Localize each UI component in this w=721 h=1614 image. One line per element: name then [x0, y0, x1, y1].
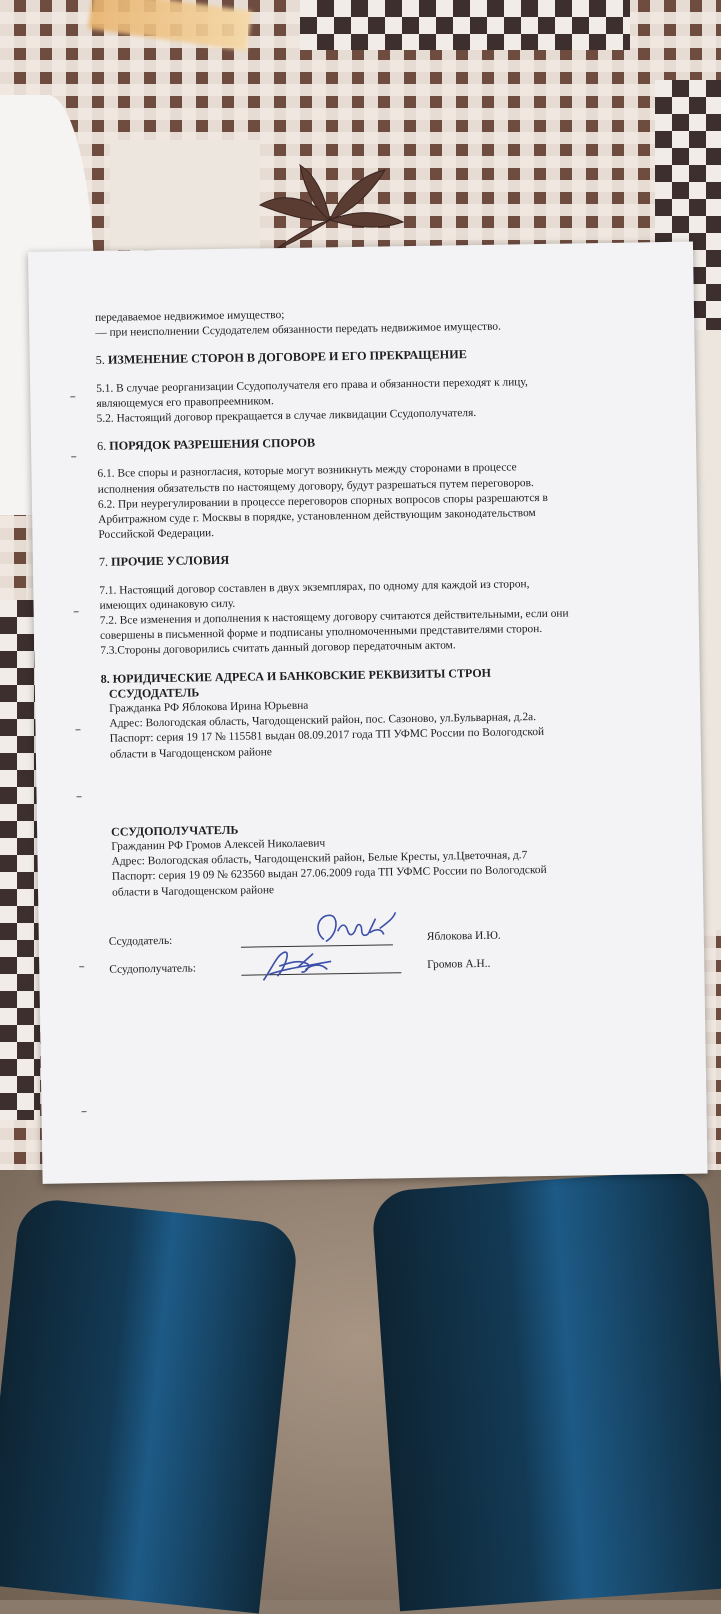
section-title: ИЗМЕНЕНИЕ СТОРОН В ДОГОВОРЕ И ЕГО ПРЕКРАЩЕНИЕ: [107, 347, 467, 368]
borrower-heading: ССУДОПОЛУЧАТЕЛЬ: [111, 822, 239, 839]
text-line: 7.2. Все изменения и дополнения к настоящему договору считаются действительными, если они: [99, 607, 569, 627]
section-title: ПОРЯДОК РАЗРЕШЕНИЯ СПОРОВ: [109, 435, 316, 453]
text-line: Паспорт: серия 19 09 № 623560 выдан 27.06.2009 года ТП УФМС России по Вологодской: [111, 864, 547, 884]
section-number: 6.: [96, 439, 107, 454]
section-body: [96, 373, 657, 427]
text-line: области в Чагодощенском районе: [111, 883, 275, 899]
section-number: 5.: [95, 353, 105, 368]
text-line: 7.1. Настоящий договор составлен в двух экземплярах, по одному для каждой из сторон,: [99, 577, 530, 597]
text-line: исполнения обязательств по настоящему договору, будут разрешаться путем переговоров.: [97, 476, 534, 496]
section-heading: [96, 345, 656, 369]
text-line: 7.3.Стороны договорились считать данный договор передаточным актом.: [100, 639, 456, 658]
signature-name: Громов А.Н..: [427, 957, 491, 971]
text-line: 6.2. При неурегулировании в процессе переговоров спорных вопросов споры разрешаются в: [97, 491, 548, 511]
borrower-signature: [257, 945, 338, 986]
text-line: Гражданка РФ Яблокова Ирина Юрьевна: [109, 699, 309, 715]
text-line: 6.1. Все споры и разногласия, которые могут возникнуть между сторонами в процессе: [97, 461, 517, 481]
text-line: Арбитражном суде г. Москвы в порядке, установленном действующим законодательством: [98, 507, 536, 526]
lender-heading: ССУДОДАТЕЛЬ: [108, 685, 200, 701]
text-line: Адрес: Вологодская область, Чагодощенский район, пос. Сазоново, ул.Бульварная, д.2а.: [109, 711, 537, 731]
leaf-pattern-icon: [255, 160, 405, 255]
text-line: передаваемое недвижимое имущество;: [94, 308, 285, 324]
margin-mark: [82, 1111, 87, 1112]
text-line: области в Чагодощенском районе: [109, 745, 272, 761]
houndstooth-pattern-top: [300, 0, 630, 50]
right-knee-jeans: [371, 1169, 721, 1611]
lender-block: [109, 678, 662, 763]
section-body: [97, 459, 658, 544]
document-text: [95, 302, 666, 991]
margin-mark: [74, 611, 79, 612]
text-line: имеющих одинаковую силу.: [99, 597, 236, 612]
text-line: Паспорт: серия 19 17 № 115581 выдан 08.09.2017 года ТП УФМС России по Вологодской: [109, 726, 545, 746]
section-heading: [99, 547, 659, 571]
section-number: 7.: [98, 555, 109, 570]
text-line: Российской Федерации.: [98, 527, 215, 542]
section-title: ПРОЧИЕ УСЛОВИЯ: [110, 553, 230, 570]
section-heading: [97, 430, 657, 454]
margin-mark: [79, 966, 84, 967]
text-line: Гражданин РФ Громов Алексей Николаевич: [111, 837, 326, 853]
section-body: [99, 575, 660, 660]
borrower-block: [111, 816, 664, 901]
signature-name: Яблокова И.Ю.: [426, 929, 501, 943]
signature-role: Ссудодатель:: [108, 934, 173, 948]
fabric-panel: [110, 140, 260, 250]
left-knee-jeans: [0, 1196, 300, 1613]
margin-mark: [71, 456, 76, 457]
margin-mark: [77, 796, 82, 797]
signature-role: Ссудополучатель:: [109, 962, 197, 976]
margin-mark: [70, 396, 75, 397]
intro-block: [95, 302, 655, 341]
text-line: являющемуся его правопреемником.: [96, 394, 274, 410]
section8-title: 8. ЮРИДИЧЕСКИЕ АДРЕСА И БАНКОВСКИЕ РЕКВИЗИТЫ СТРОН: [100, 665, 492, 686]
text-line: Адрес: Вологодская область, Чагодощенский район, Белые Кресты, ул.Цветочная, д.7: [111, 849, 528, 869]
text-line: 5.1. В случае реорганизации Ссудополучателя его права и обязанности переходят к лицу,: [96, 375, 528, 395]
margin-mark: [76, 729, 81, 730]
text-line: 5.2. Настоящий договор прекращается в случае ликвидации Ссудополучателя.: [96, 406, 477, 425]
text-line: — при неисполнении Ссудодателем обязанности передать недвижимое имущество.: [95, 320, 502, 340]
text-line: совершены в письменной форме и подписаны уполномоченными представителями сторон.: [99, 623, 543, 643]
document-page: [28, 242, 708, 1184]
